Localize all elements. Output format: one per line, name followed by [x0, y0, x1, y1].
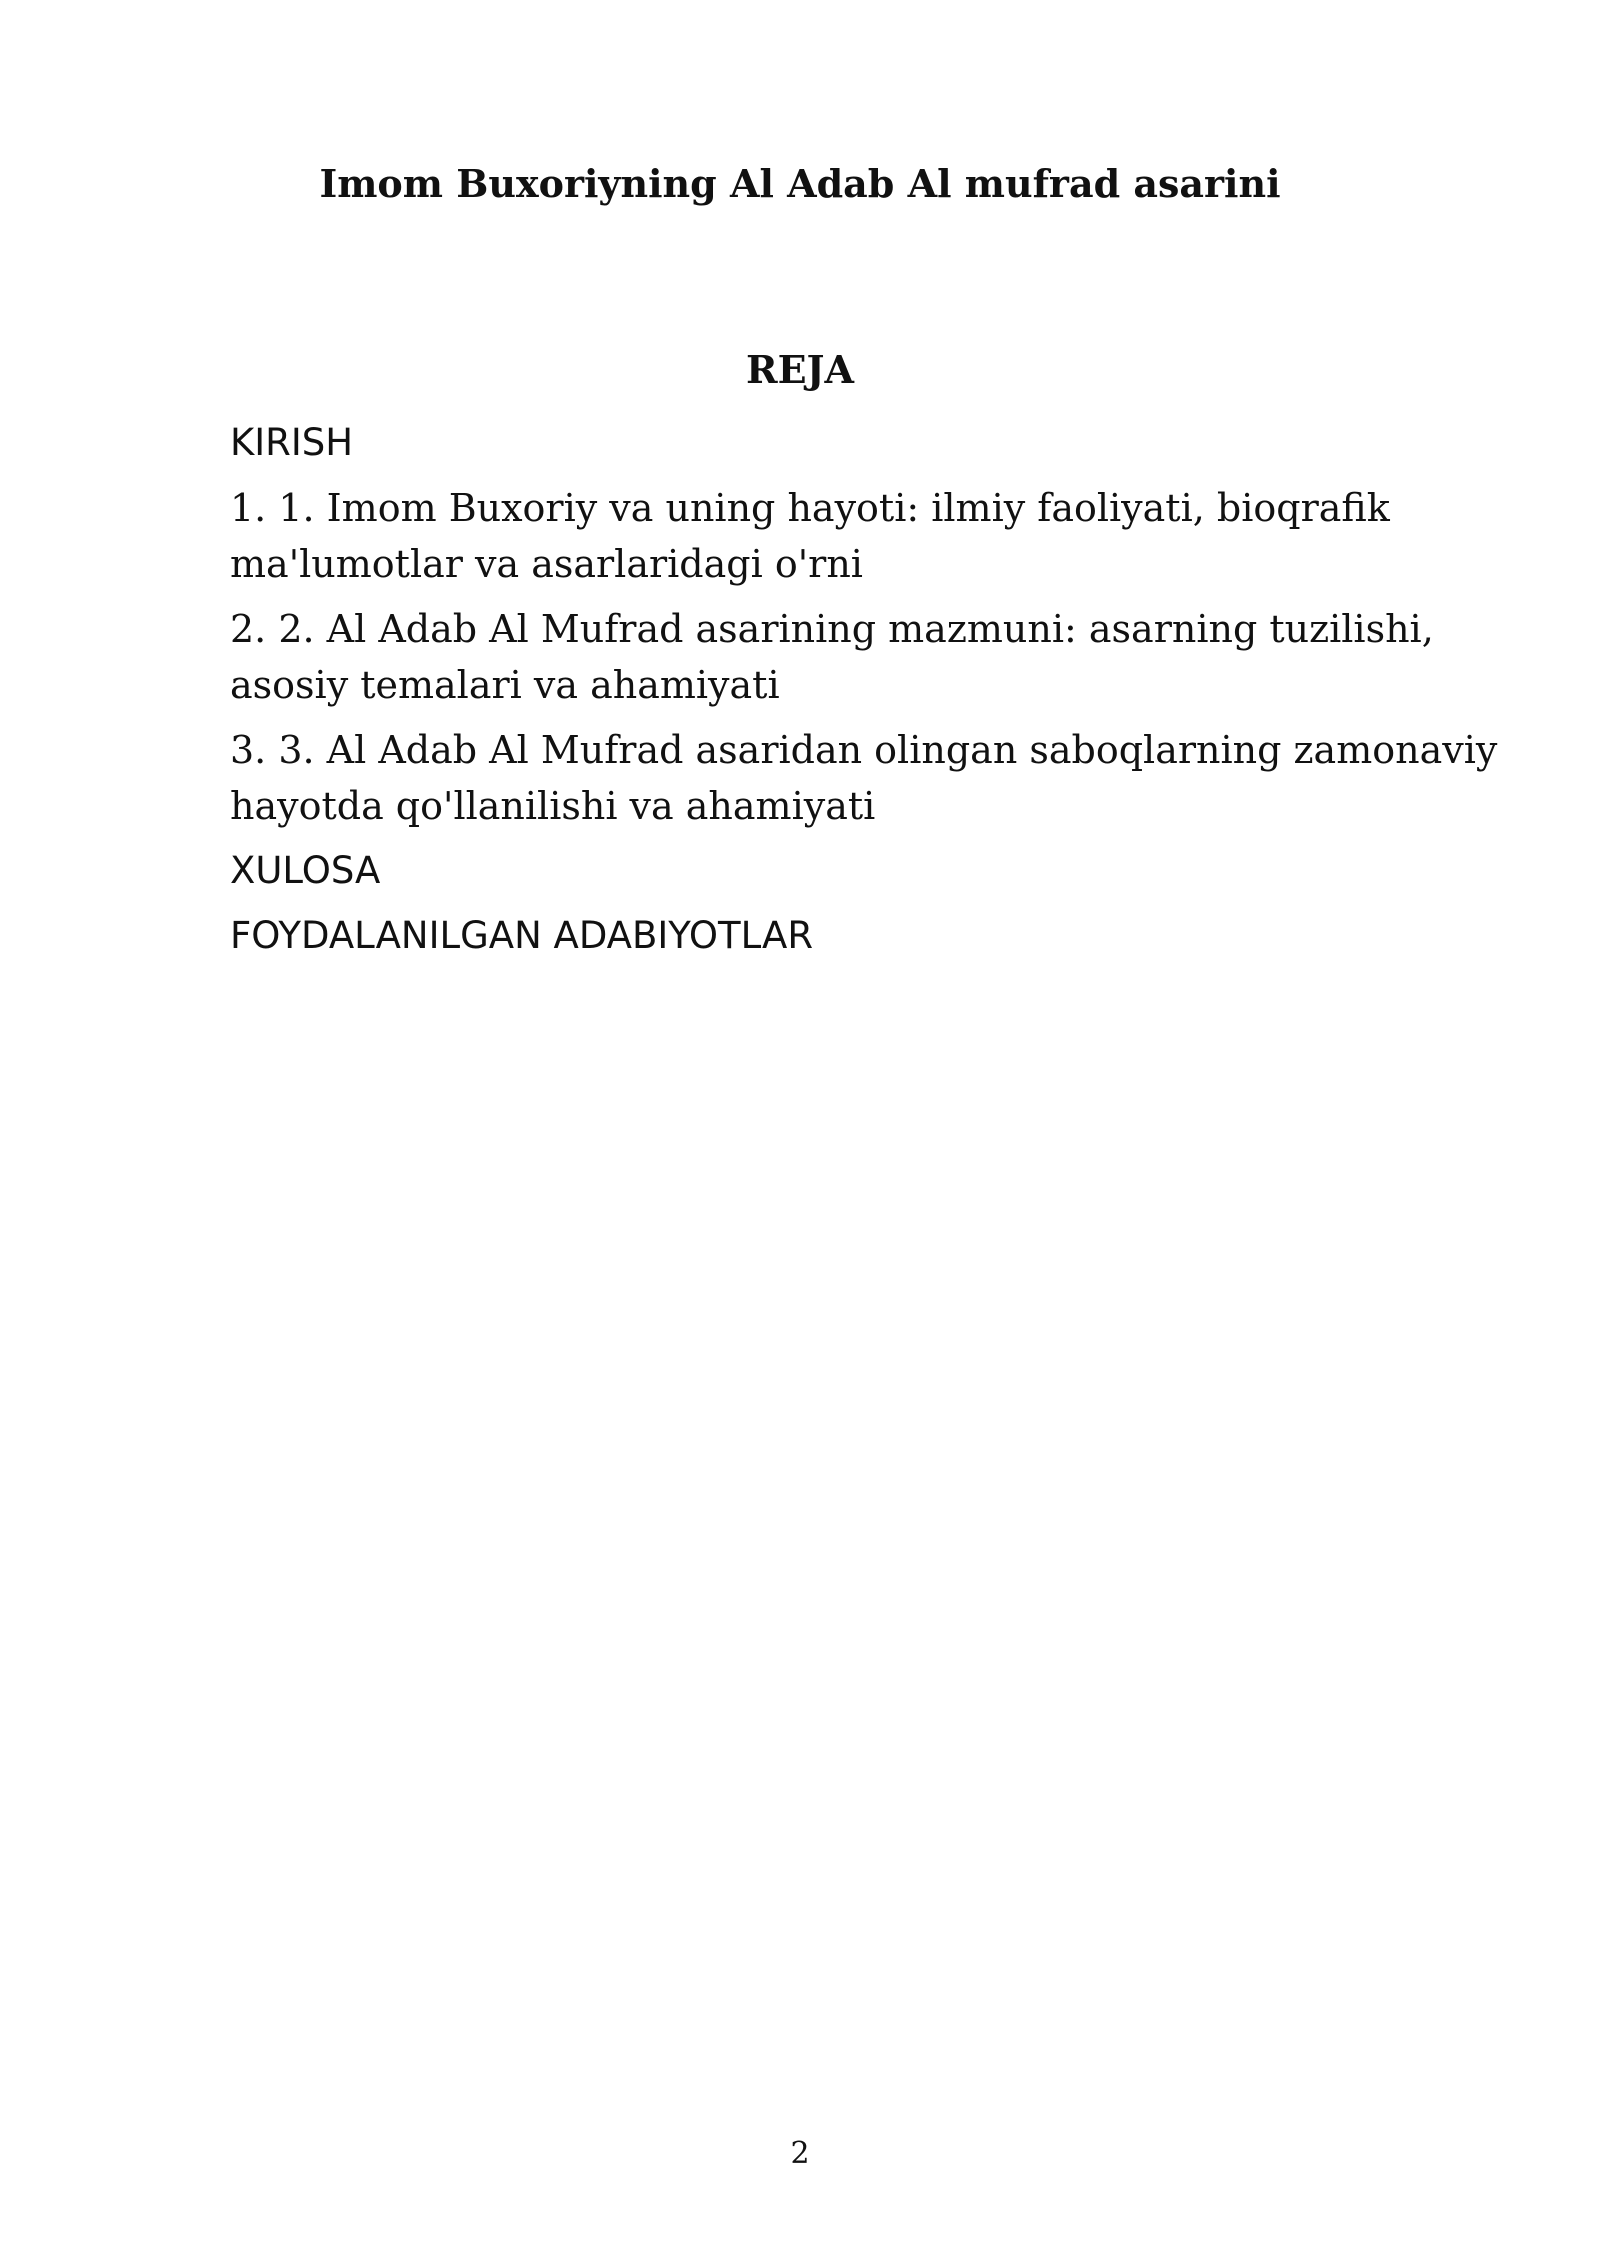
plan-item-introduction: KIRISH — [230, 421, 354, 464]
plan-item-3: 3. 3. Al Adab Al Mufrad asaridan olingan saboqlarning zamonaviy hayotda qo'llanilishi va ahamiyati — [230, 728, 1498, 828]
plan-item-1: 1. 1. Imom Buxoriy va uning hayoti: ilmiy faoliyati, bioqrafik ma'lumotlar va asarlaridagi o'rni — [230, 486, 1390, 586]
document-title: Imom Buxoriyning Al Adab Al mufrad asarini — [319, 161, 1281, 206]
plan-item-2: 2. 2. Al Adab Al Mufrad asarining mazmuni: asarning tuzilishi, asosiy temalari va ahamiyati — [230, 607, 1434, 707]
plan-heading: REJA — [745, 347, 854, 392]
plan-item-references: FOYDALANILGAN ADABIYOTLAR — [230, 914, 814, 957]
plan-list — [230, 415, 1530, 973]
page-number: 2 — [790, 2136, 810, 2171]
plan-item-conclusion: XULOSA — [230, 849, 381, 892]
